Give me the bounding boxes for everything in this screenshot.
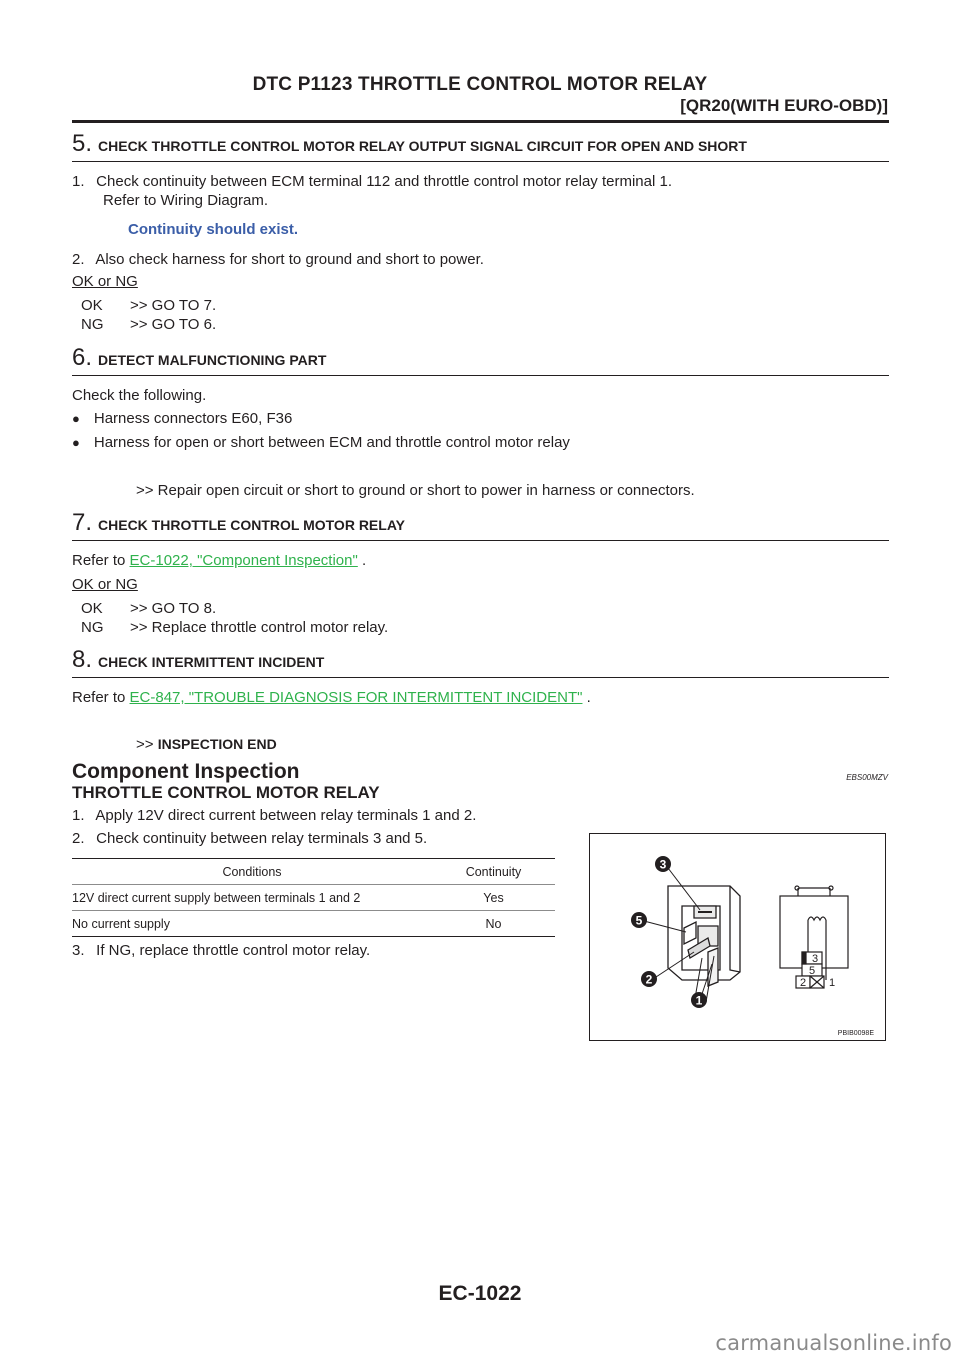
step5-item2: 2. Also check harness for short to ground and short to power. xyxy=(72,251,484,268)
ok-result: >> GO TO 8. xyxy=(130,600,217,617)
step-number: 8. xyxy=(72,646,93,673)
step-title: CHECK THROTTLE CONTROL MOTOR RELAY OUTPUT SIGNAL CIRCUIT FOR OPEN AND SHORT xyxy=(98,138,747,154)
inspection-end: >> INSPECTION END xyxy=(136,736,277,753)
relay-figure xyxy=(589,833,886,1041)
component-item2: 2. Check continuity between relay terminals 3 and 5. xyxy=(72,830,428,847)
table-header-row xyxy=(72,859,555,885)
component-inspection-link[interactable]: EC-1022, "Component Inspection" xyxy=(129,552,358,569)
svg-text:1: 1 xyxy=(828,977,836,989)
svg-text:3: 3 xyxy=(811,953,819,965)
list-item: ● Harness connectors E60, F36 xyxy=(72,410,293,427)
list-item: ● Harness for open or short between ECM and throttle control motor relay xyxy=(72,434,570,451)
step5-item1-ref: Refer to Wiring Diagram. xyxy=(103,192,269,209)
svg-text:1: 1 xyxy=(695,993,703,1008)
ok-result: >> GO TO 7. xyxy=(130,297,217,314)
step6-action: >> Repair open circuit or short to ground or short to power in harness or connectors. xyxy=(136,482,695,499)
callout-2 xyxy=(641,971,657,987)
ok-label: OK xyxy=(81,297,103,314)
step-8-heading xyxy=(72,646,889,674)
step8-refer: Refer to EC-847, "TROUBLE DIAGNOSIS FOR INTERMITTENT INCIDENT" . xyxy=(72,689,591,706)
ng-label: NG xyxy=(81,316,104,333)
table-row xyxy=(72,885,555,911)
table-cell: No xyxy=(432,911,555,937)
component-item3: 3. If NG, replace throttle control motor relay. xyxy=(72,942,371,959)
spec-text: Continuity should exist. xyxy=(128,221,299,238)
callout-5 xyxy=(631,912,647,928)
ng-result: >> GO TO 6. xyxy=(130,316,217,333)
svg-text:5: 5 xyxy=(808,965,816,977)
step-rule xyxy=(72,161,889,162)
ok-label: OK xyxy=(81,600,103,617)
intermittent-incident-link[interactable]: EC-847, "TROUBLE DIAGNOSIS FOR INTERMITTENT INCIDENT" xyxy=(129,689,583,706)
step-title: DETECT MALFUNCTIONING PART xyxy=(98,352,327,368)
component-item1: 1. Apply 12V direct current between relay terminals 1 and 2. xyxy=(72,807,477,824)
step6-intro: Check the following. xyxy=(72,387,207,404)
page-number: EC-1022 xyxy=(438,1282,522,1305)
table-cell: Yes xyxy=(432,885,555,911)
ok-or-ng-label: OK or NG xyxy=(72,576,138,593)
step-number: 5. xyxy=(72,130,93,157)
section-title: Component Inspection xyxy=(72,760,300,783)
step-number: 7. xyxy=(72,509,93,536)
step7-refer: Refer to EC-1022, "Component Inspection" . xyxy=(72,552,367,569)
column-header: Conditions xyxy=(72,859,432,885)
figure-code: PBIB0098E xyxy=(837,1030,874,1037)
step-number: 6. xyxy=(72,344,93,371)
callout-1 xyxy=(691,992,707,1008)
ng-label: NG xyxy=(81,619,104,636)
ok-or-ng-label: OK or NG xyxy=(72,273,138,290)
ng-result: >> Replace throttle control motor relay. xyxy=(130,619,389,636)
svg-text:3: 3 xyxy=(659,857,667,872)
step-rule xyxy=(72,677,889,678)
conditions-table xyxy=(72,858,555,937)
bullet-icon: ● xyxy=(72,435,80,450)
step-title: CHECK INTERMITTENT INCIDENT xyxy=(98,654,325,670)
svg-text:2: 2 xyxy=(799,977,807,989)
column-header: Continuity xyxy=(432,859,555,885)
table-cell: 12V direct current supply between terminals 1 and 2 xyxy=(72,885,432,911)
section-code: EBS00MZV xyxy=(846,773,888,782)
section-subtitle: THROTTLE CONTROL MOTOR RELAY xyxy=(72,783,380,802)
callout-3 xyxy=(655,856,671,872)
relay-body xyxy=(668,886,740,1004)
watermark: carmanualsonline.info xyxy=(715,1331,952,1355)
step5-item1: 1. Check continuity between ECM terminal 112 and throttle control motor relay terminal 1. xyxy=(72,173,672,190)
table-row xyxy=(72,911,555,937)
svg-text:2: 2 xyxy=(645,972,653,987)
bullet-icon: ● xyxy=(72,411,80,426)
step-title: CHECK THROTTLE CONTROL MOTOR RELAY xyxy=(98,517,405,533)
page-title: DTC P1123 THROTTLE CONTROL MOTOR RELAY xyxy=(252,74,708,95)
page-subtitle: [QR20(WITH EURO-OBD)] xyxy=(680,96,888,115)
header-rule xyxy=(72,120,889,123)
step-6-heading xyxy=(72,344,889,372)
step-5-heading xyxy=(72,130,889,158)
svg-text:5: 5 xyxy=(635,913,643,928)
step-7-heading xyxy=(72,509,889,537)
relay-diagram xyxy=(590,834,884,1039)
step-rule xyxy=(72,375,889,376)
step-rule xyxy=(72,540,889,541)
table-cell: No current supply xyxy=(72,911,432,937)
